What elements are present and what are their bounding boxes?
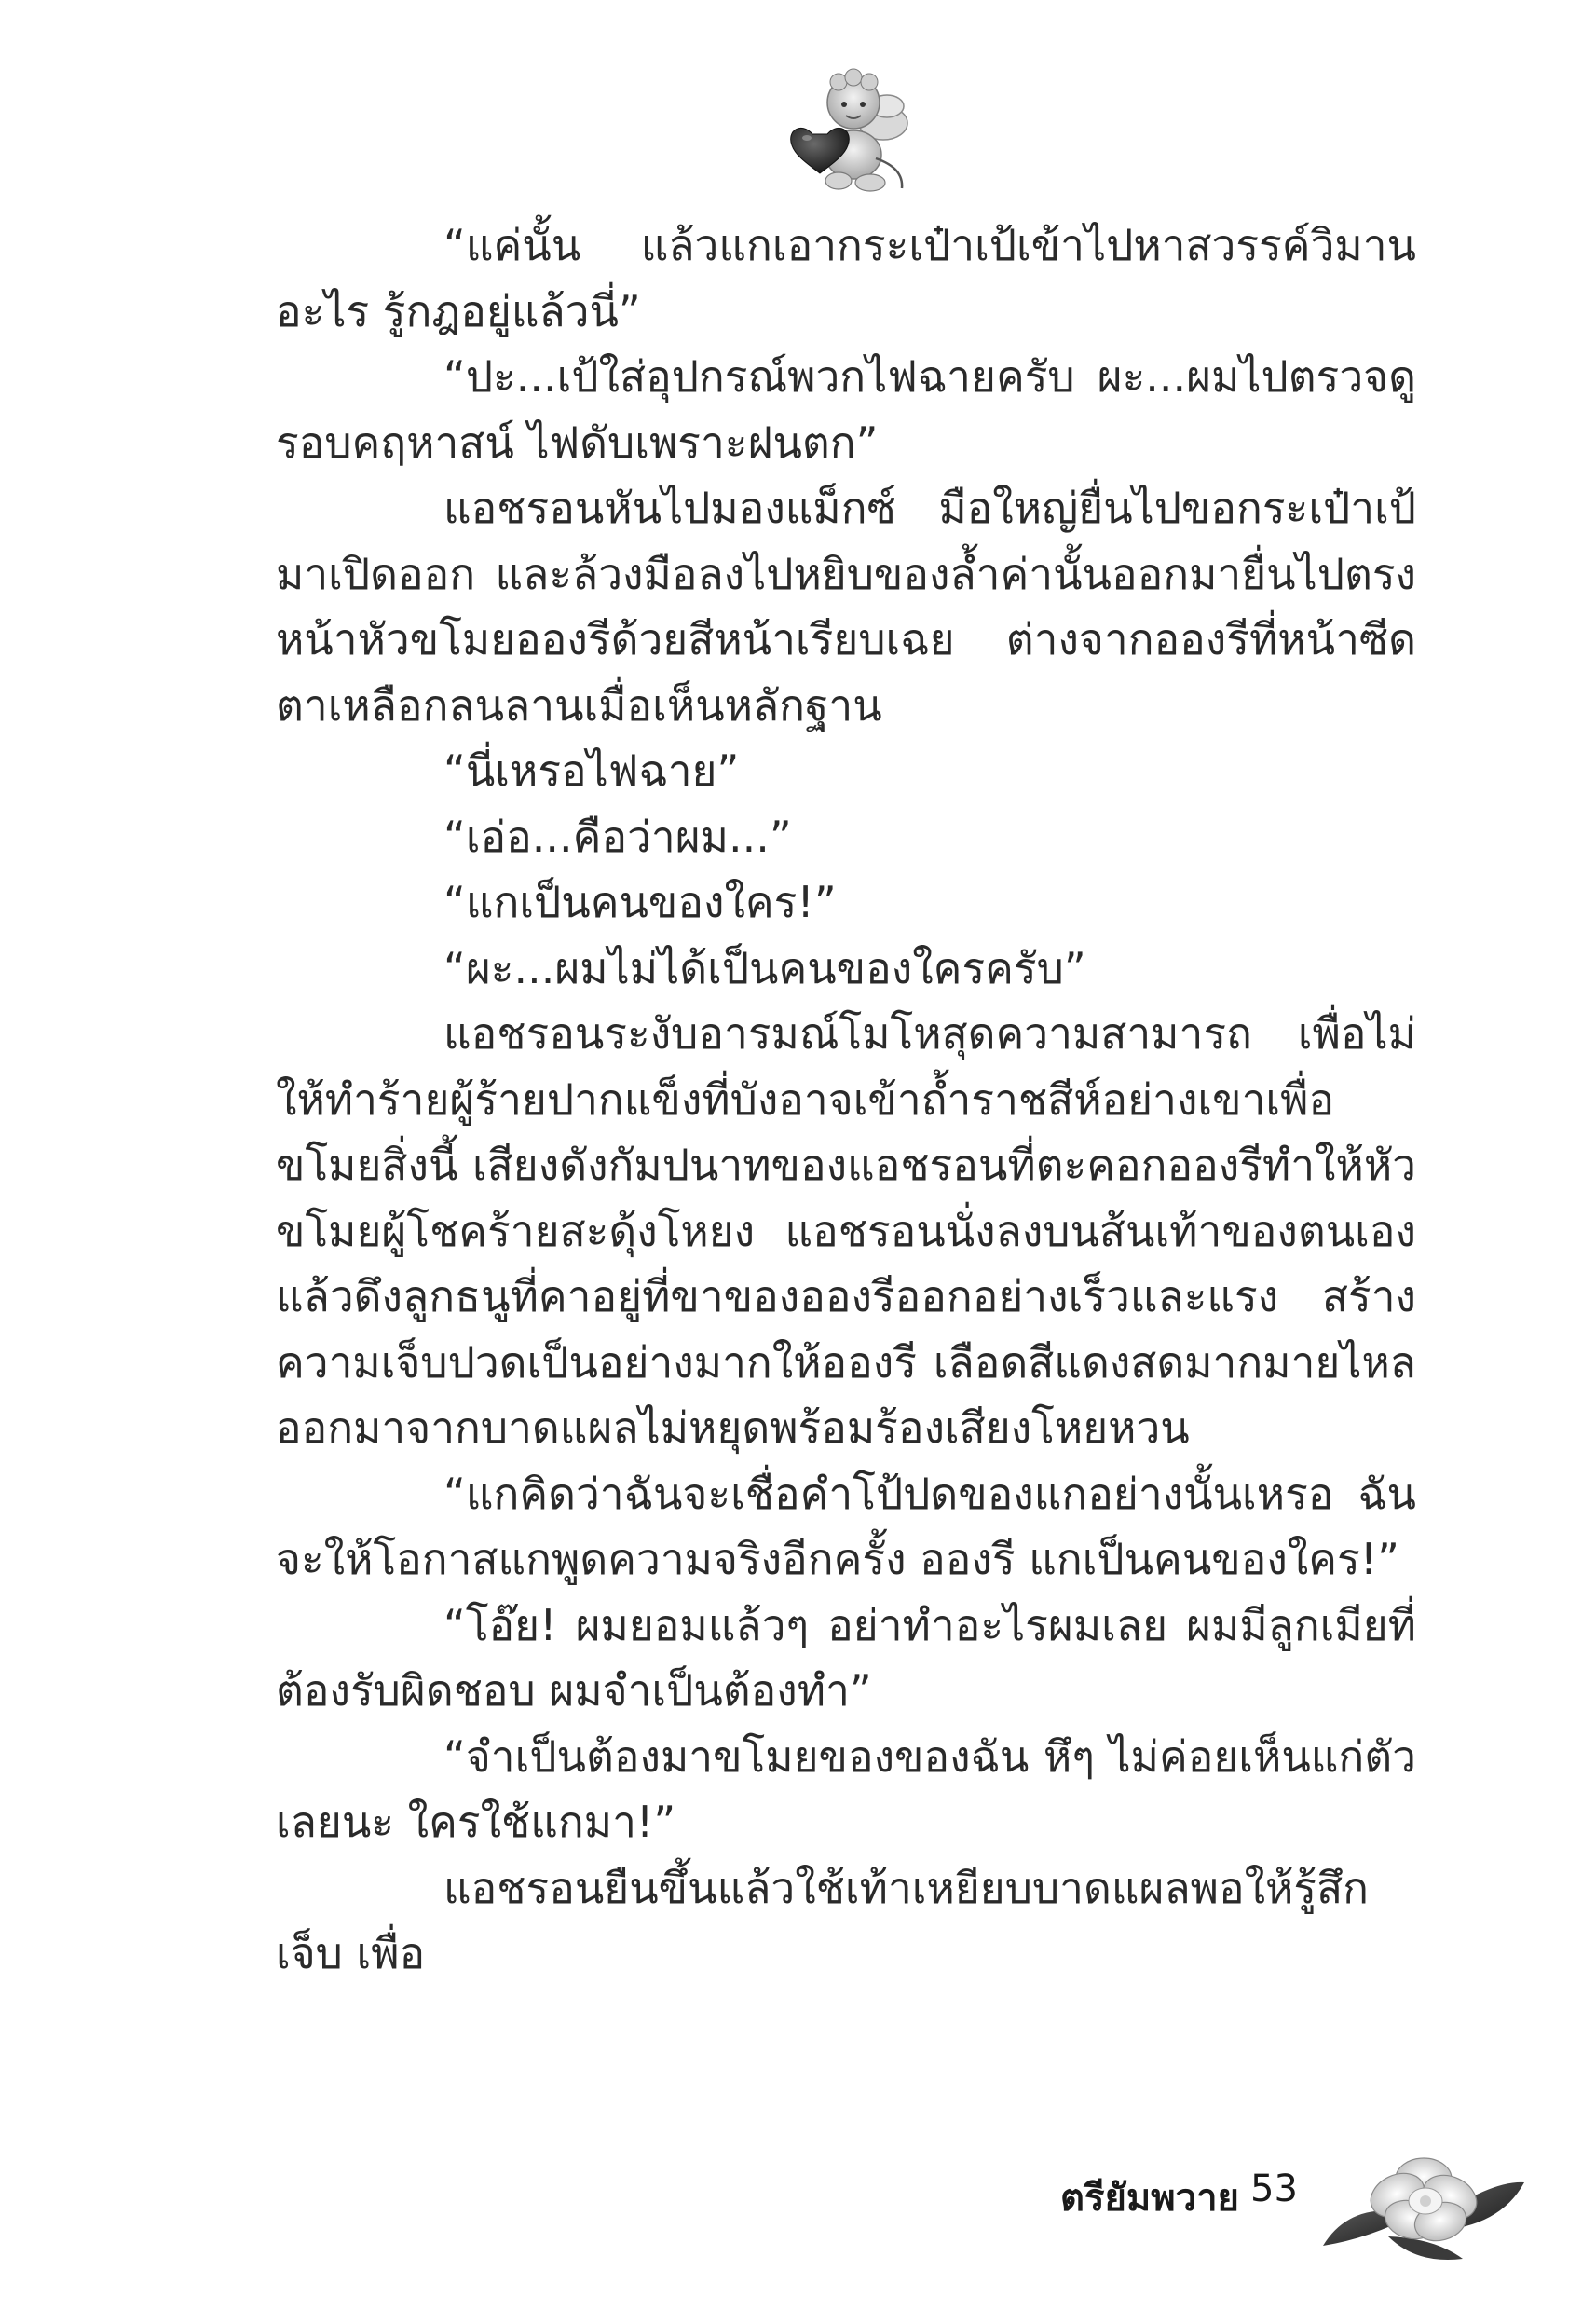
paragraph: “ผะ...ผมไม่ได้เป็นคนของใครครับ” <box>443 942 1086 993</box>
paragraph: แอชรอนหันไปมองแม็กซ์ มือใหญ่ยื่นไปขอกระเป๋าเป้มาเปิดออก และล้วงมือลงไปหยิบของล้ำค่านั้นออกมายื่นไปตรงหน้าหัวขโมยอองรีด้วยสีหน้าเรียบเฉย ต่างจากอองรีที่หน้าซีดตาเหลือกลนลานเมื่อเห็นหลักฐาน <box>276 483 1416 731</box>
paragraph: “นี่เหรอไฟฉาย” <box>443 745 740 796</box>
paragraph: แอชรอนยืนขึ้นแล้วใช้เท้าเหยียบบาดแผลพอให้รู้สึกเจ็บ เพื่อ <box>276 1862 1369 1978</box>
paragraph: “แกคิดว่าฉันจะเชื่อคำโป้ปดของแกอย่างนั้นเหรอ ฉันจะให้โอกาสแกพูดความจริงอีกครั้ง อองรี แกเป็นคนของใคร!” <box>276 1468 1416 1584</box>
paragraph: “แค่นั้น แล้วแกเอากระเป๋าเป้เข้าไปหาสวรรค์วิมานอะไร รู้กฎอยู่แล้วนี่” <box>276 220 1416 336</box>
paragraph: “แกเป็นคนของใคร!” <box>443 877 837 927</box>
cupid-with-heart-icon <box>783 65 913 196</box>
paragraph: “จำเป็นต้องมาขโมยของของฉัน หึๆ ไม่ค่อยเห็นแก่ตัวเลยนะ ใครใช้แกมา!” <box>276 1730 1416 1847</box>
paragraph: “โอ๊ย! ผมยอมแล้วๆ อย่าทำอะไรผมเลย ผมมีลูกเมียที่ต้องรับผิดชอบ ผมจำเป็นต้องทำ” <box>276 1599 1416 1716</box>
paragraph: “เอ่อ...คือว่าผม...” <box>443 811 792 862</box>
page-number: 53 <box>1250 2167 1298 2210</box>
paragraph: แอชรอนระงับอารมณ์โมโหสุดความสามารถ เพื่อไม่ให้ทำร้ายผู้ร้ายปากแข็งที่บังอาจเข้าถ้ำราชสีห์อย่างเขาเพื่อขโมยสิ่งนี้ เสียงดังกัมปนาทของแอชรอนที่ตะคอกอองรีทำให้หัวขโมยผู้โชคร้ายสะดุ้งโหยง แอชรอนนั่งลงบนส้นเท้าของตนเอง แล้วดึงลูกธนูที่คาอยู่ที่ขาของอองรีออกอย่างเร็วและแรง สร้างความเจ็บปวดเป็นอย่างมากให้อองรี เลือดสีแดงสดมากมายไหลออกมาจากบาดแผลไม่หยุดพร้อมร้องเสียงโหยหวน <box>276 1008 1416 1453</box>
page-footer <box>0 2134 1596 2283</box>
story-text <box>276 212 1416 1987</box>
paragraph: “ปะ...เป้ใส่อุปกรณ์พวกไฟฉายครับ ผะ...ผมไปตรวจดูรอบคฤหาสน์ ไฟดับเพราะฝนตก” <box>276 351 1416 468</box>
book-title: ตรียัมพวาย <box>1060 2177 1239 2220</box>
gardenia-flower-icon <box>1314 2134 1528 2274</box>
